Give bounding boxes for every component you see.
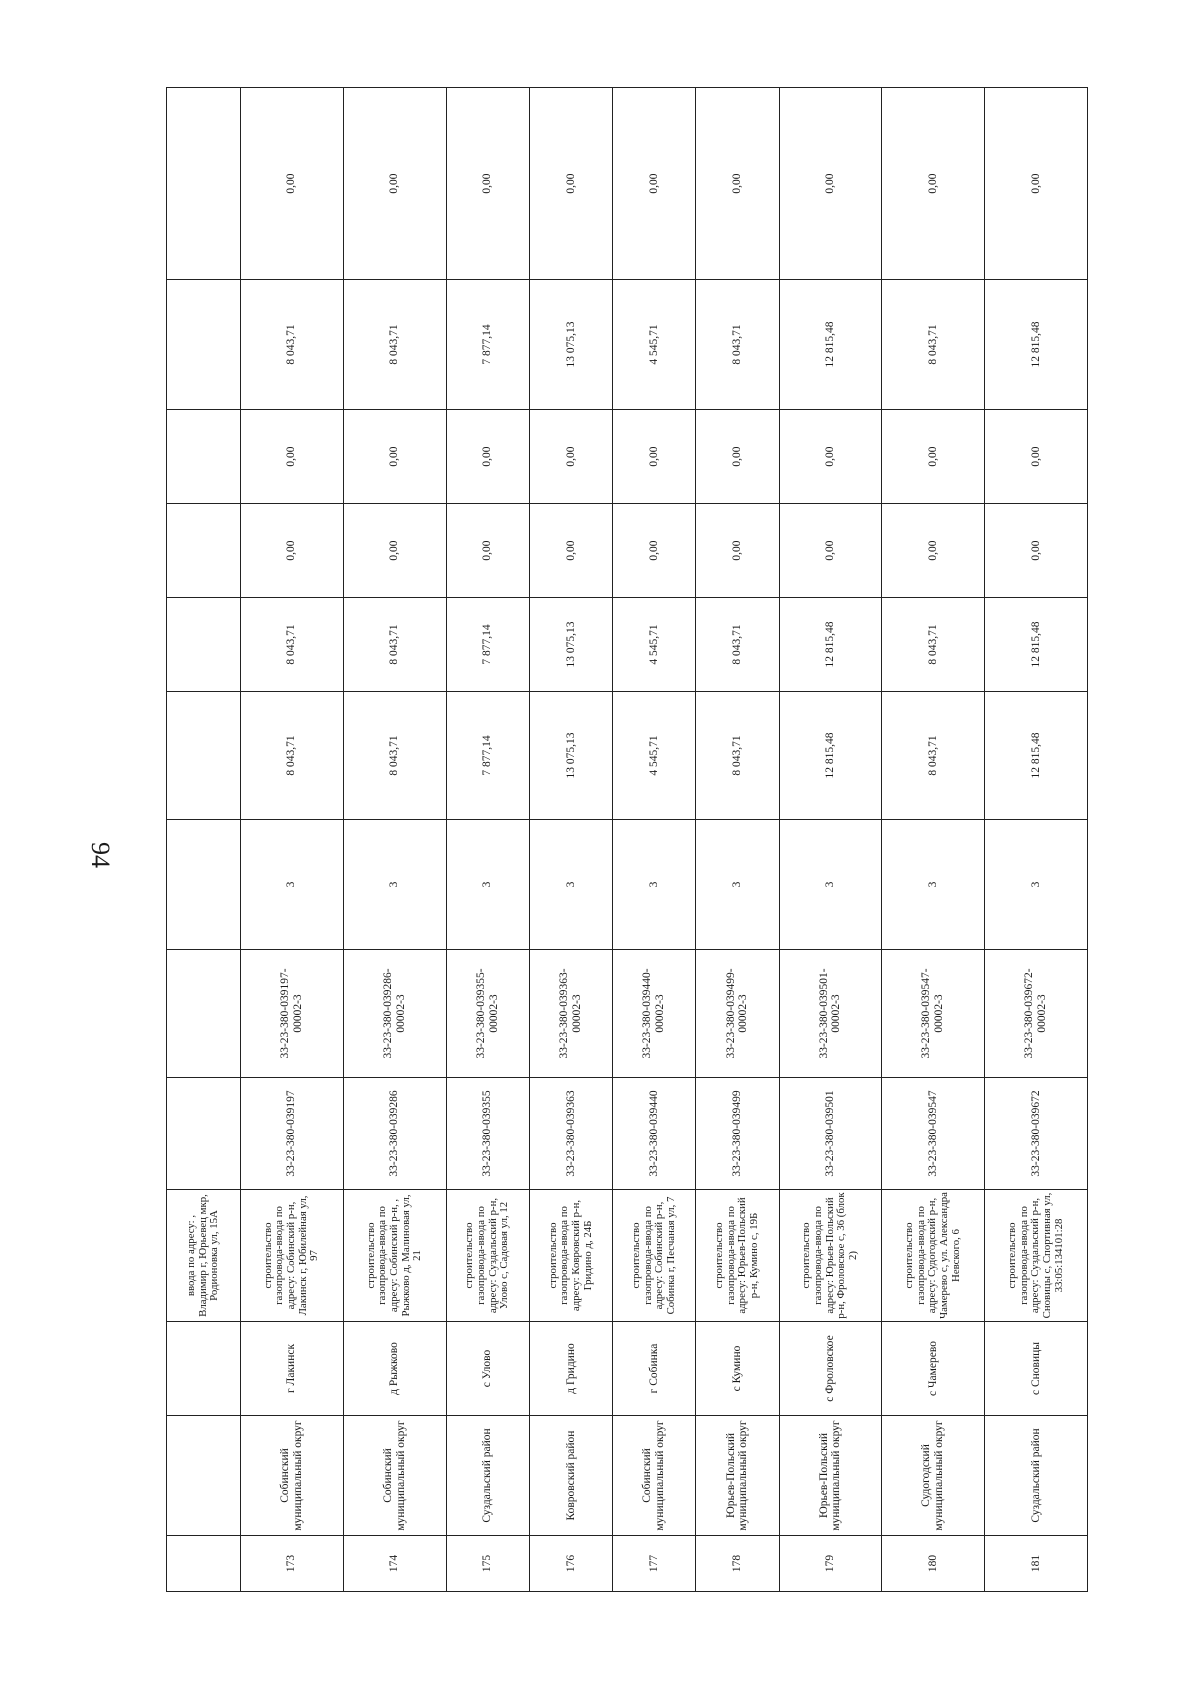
cell-total: 7 877,14	[446, 692, 529, 820]
cell-amount: 0,00	[779, 410, 882, 504]
cell-category: 3	[343, 820, 446, 950]
cell-total: 8 043,71	[241, 692, 344, 820]
cell-amount: 0,00	[613, 504, 696, 598]
cell-locality: д Гридино	[529, 1322, 612, 1416]
cell-full-code: 33-23-380-039197-00002-3	[241, 950, 344, 1078]
cell-description: строительство газопровода-ввода по адресу: Суздальский р-н, Улово с, Садовая ул, 12	[446, 1190, 529, 1322]
cell-code: 33-23-380-039547	[882, 1078, 985, 1190]
cell-category: 3	[882, 820, 985, 950]
cell-row-number: 176	[529, 1536, 612, 1592]
cell-locality: с Фроловское	[779, 1322, 882, 1416]
cell-category: 3	[613, 820, 696, 950]
table-row	[985, 88, 1088, 1592]
cell-district: Ковровский район	[529, 1416, 612, 1536]
cell-amount: 0,00	[882, 88, 985, 280]
cell-total: 13 075,13	[529, 692, 612, 820]
cell-amount: 4 545,71	[613, 280, 696, 410]
table-row	[241, 88, 344, 1592]
cell-total: 8 043,71	[882, 692, 985, 820]
cell-empty	[167, 504, 241, 598]
cell-row-number: 178	[696, 1536, 779, 1592]
cell-row-number: 181	[985, 1536, 1088, 1592]
cell-total: 8 043,71	[696, 692, 779, 820]
cell-amount: 4 545,71	[613, 598, 696, 692]
cell-locality: д Рыжково	[343, 1322, 446, 1416]
cell-category: 3	[241, 820, 344, 950]
table-body	[167, 88, 1088, 1592]
cell-amount: 0,00	[613, 410, 696, 504]
cell-locality: с Сновицы	[985, 1322, 1088, 1416]
cell-amount: 0,00	[343, 88, 446, 280]
cell-district: Юрьев-Польский муниципальный округ	[779, 1416, 882, 1536]
cell-empty	[167, 692, 241, 820]
cell-locality: с Улово	[446, 1322, 529, 1416]
cell-category: 3	[529, 820, 612, 950]
cell-total: 4 545,71	[613, 692, 696, 820]
cell-amount: 0,00	[343, 504, 446, 598]
cell-address-continuation: ввода по адресу: , Владимир г, Юрьевец мкр, Родионовка ул, 15А	[167, 1190, 241, 1322]
cell-full-code: 33-23-380-039547-00002-3	[882, 950, 985, 1078]
cell-amount: 0,00	[343, 410, 446, 504]
cell-amount: 12 815,48	[985, 280, 1088, 410]
cell-description: строительство газопровода-ввода по адресу: Собинский р-н, Лакинск г, Юбилейная ул, 97	[241, 1190, 344, 1322]
cell-description: строительство газопровода-ввода по адресу: Судогодский р-н, Чамерево с, ул. Александра Невского, 6	[882, 1190, 985, 1322]
cell-amount: 0,00	[696, 410, 779, 504]
cell-empty	[167, 88, 241, 280]
table-row	[613, 88, 696, 1592]
cell-district: Суздальский район	[985, 1416, 1088, 1536]
cell-amount: 8 043,71	[343, 598, 446, 692]
cell-amount: 7 877,14	[446, 598, 529, 692]
cell-district: Собинский муниципальный округ	[613, 1416, 696, 1536]
cell-district: Юрьев-Польский муниципальный округ	[696, 1416, 779, 1536]
cell-amount: 0,00	[446, 410, 529, 504]
cell-district: Собинский муниципальный округ	[343, 1416, 446, 1536]
cell-amount: 8 043,71	[696, 598, 779, 692]
cell-row-number: 173	[241, 1536, 344, 1592]
cell-empty	[167, 820, 241, 950]
cell-amount: 12 815,48	[985, 598, 1088, 692]
cell-category: 3	[779, 820, 882, 950]
table-row-continuation	[167, 88, 241, 1592]
page-number: 94	[86, 842, 115, 868]
cell-description: строительство газопровода-ввода по адресу: Суздальский р-н, Сновицы с, Спортивная ул, 33:05:134101:28	[985, 1190, 1088, 1322]
cell-amount: 8 043,71	[882, 280, 985, 410]
table-row	[529, 88, 612, 1592]
cell-locality: с Кумино	[696, 1322, 779, 1416]
cell-amount: 0,00	[446, 504, 529, 598]
cell-description: строительство газопровода-ввода по адресу: Юрьев-Польский р-н, Фроловское с, 36 (блок 2)	[779, 1190, 882, 1322]
register-table-container	[166, 88, 1088, 1592]
cell-empty	[167, 950, 241, 1078]
cell-full-code: 33-23-380-039440-00002-3	[613, 950, 696, 1078]
cell-amount: 12 815,48	[779, 280, 882, 410]
cell-code: 33-23-380-039363	[529, 1078, 612, 1190]
cell-amount: 0,00	[779, 88, 882, 280]
cell-amount: 0,00	[241, 410, 344, 504]
cell-empty	[167, 410, 241, 504]
cell-amount: 8 043,71	[343, 280, 446, 410]
cell-code: 33-23-380-039355	[446, 1078, 529, 1190]
cell-total: 8 043,71	[343, 692, 446, 820]
cell-amount: 0,00	[529, 88, 612, 280]
cell-amount: 0,00	[696, 88, 779, 280]
cell-district: Собинский муниципальный округ	[241, 1416, 344, 1536]
cell-amount: 0,00	[529, 410, 612, 504]
cell-empty	[167, 280, 241, 410]
cell-category: 3	[985, 820, 1088, 950]
cell-full-code: 33-23-380-039499-00002-3	[696, 950, 779, 1078]
cell-amount: 0,00	[696, 504, 779, 598]
cell-locality: г Лакинск	[241, 1322, 344, 1416]
cell-code: 33-23-380-039499	[696, 1078, 779, 1190]
cell-amount: 0,00	[882, 410, 985, 504]
cell-amount: 8 043,71	[241, 280, 344, 410]
cell-amount: 0,00	[779, 504, 882, 598]
cell-amount: 0,00	[529, 504, 612, 598]
cell-amount: 0,00	[882, 504, 985, 598]
table-row	[882, 88, 985, 1592]
cell-amount: 7 877,14	[446, 280, 529, 410]
cell-district: Суздальский район	[446, 1416, 529, 1536]
cell-amount: 0,00	[985, 410, 1088, 504]
cell-amount: 0,00	[446, 88, 529, 280]
cell-locality: с Чамерево	[882, 1322, 985, 1416]
cell-amount: 0,00	[613, 88, 696, 280]
cell-category: 3	[696, 820, 779, 950]
table-row	[343, 88, 446, 1592]
cell-amount: 13 075,13	[529, 280, 612, 410]
cell-total: 12 815,48	[985, 692, 1088, 820]
cell-amount: 8 043,71	[696, 280, 779, 410]
cell-empty	[167, 1416, 241, 1536]
cell-amount: 0,00	[241, 88, 344, 280]
cell-full-code: 33-23-380-039355-00002-3	[446, 950, 529, 1078]
cell-empty	[167, 1078, 241, 1190]
cell-locality: г Собинка	[613, 1322, 696, 1416]
cell-amount: 0,00	[241, 504, 344, 598]
cell-row-number: 175	[446, 1536, 529, 1592]
cell-row-number: 177	[613, 1536, 696, 1592]
cell-full-code: 33-23-380-039501-00002-3	[779, 950, 882, 1078]
cell-row-number: 174	[343, 1536, 446, 1592]
cell-district: Судогодский муниципальный округ	[882, 1416, 985, 1536]
cell-empty	[167, 1322, 241, 1416]
table-row	[779, 88, 882, 1592]
cell-code: 33-23-380-039672	[985, 1078, 1088, 1190]
cell-full-code: 33-23-380-039286-00002-3	[343, 950, 446, 1078]
cell-full-code: 33-23-380-039363-00002-3	[529, 950, 612, 1078]
cell-category: 3	[446, 820, 529, 950]
cell-description: строительство газопровода-ввода по адресу: Собинский р-н, Собинка г, Песчаная ул, 7	[613, 1190, 696, 1322]
cell-total: 12 815,48	[779, 692, 882, 820]
cell-amount: 13 075,13	[529, 598, 612, 692]
cell-full-code: 33-23-380-039672-00002-3	[985, 950, 1088, 1078]
cell-description: строительство газопровода-ввода по адресу: Юрьев-Польский р-н, Кумино с, 19Б	[696, 1190, 779, 1322]
cell-description: строительство газопровода-ввода по адресу: Собинский р-н, , Рыжково д, Малиновая ул, 21	[343, 1190, 446, 1322]
table-row	[696, 88, 779, 1592]
cell-code: 33-23-380-039501	[779, 1078, 882, 1190]
register-table	[166, 87, 1088, 1592]
cell-amount: 0,00	[985, 88, 1088, 280]
cell-code: 33-23-380-039197	[241, 1078, 344, 1190]
cell-row-number: 180	[882, 1536, 985, 1592]
cell-code: 33-23-380-039440	[613, 1078, 696, 1190]
cell-amount: 12 815,48	[779, 598, 882, 692]
cell-amount: 8 043,71	[241, 598, 344, 692]
cell-empty	[167, 598, 241, 692]
cell-description: строительство газопровода-ввода по адресу: Ковровский р-н, Гридино д, 24Б	[529, 1190, 612, 1322]
cell-code: 33-23-380-039286	[343, 1078, 446, 1190]
cell-empty	[167, 1536, 241, 1592]
cell-row-number: 179	[779, 1536, 882, 1592]
cell-amount: 8 043,71	[882, 598, 985, 692]
table-row	[446, 88, 529, 1592]
cell-amount: 0,00	[985, 504, 1088, 598]
